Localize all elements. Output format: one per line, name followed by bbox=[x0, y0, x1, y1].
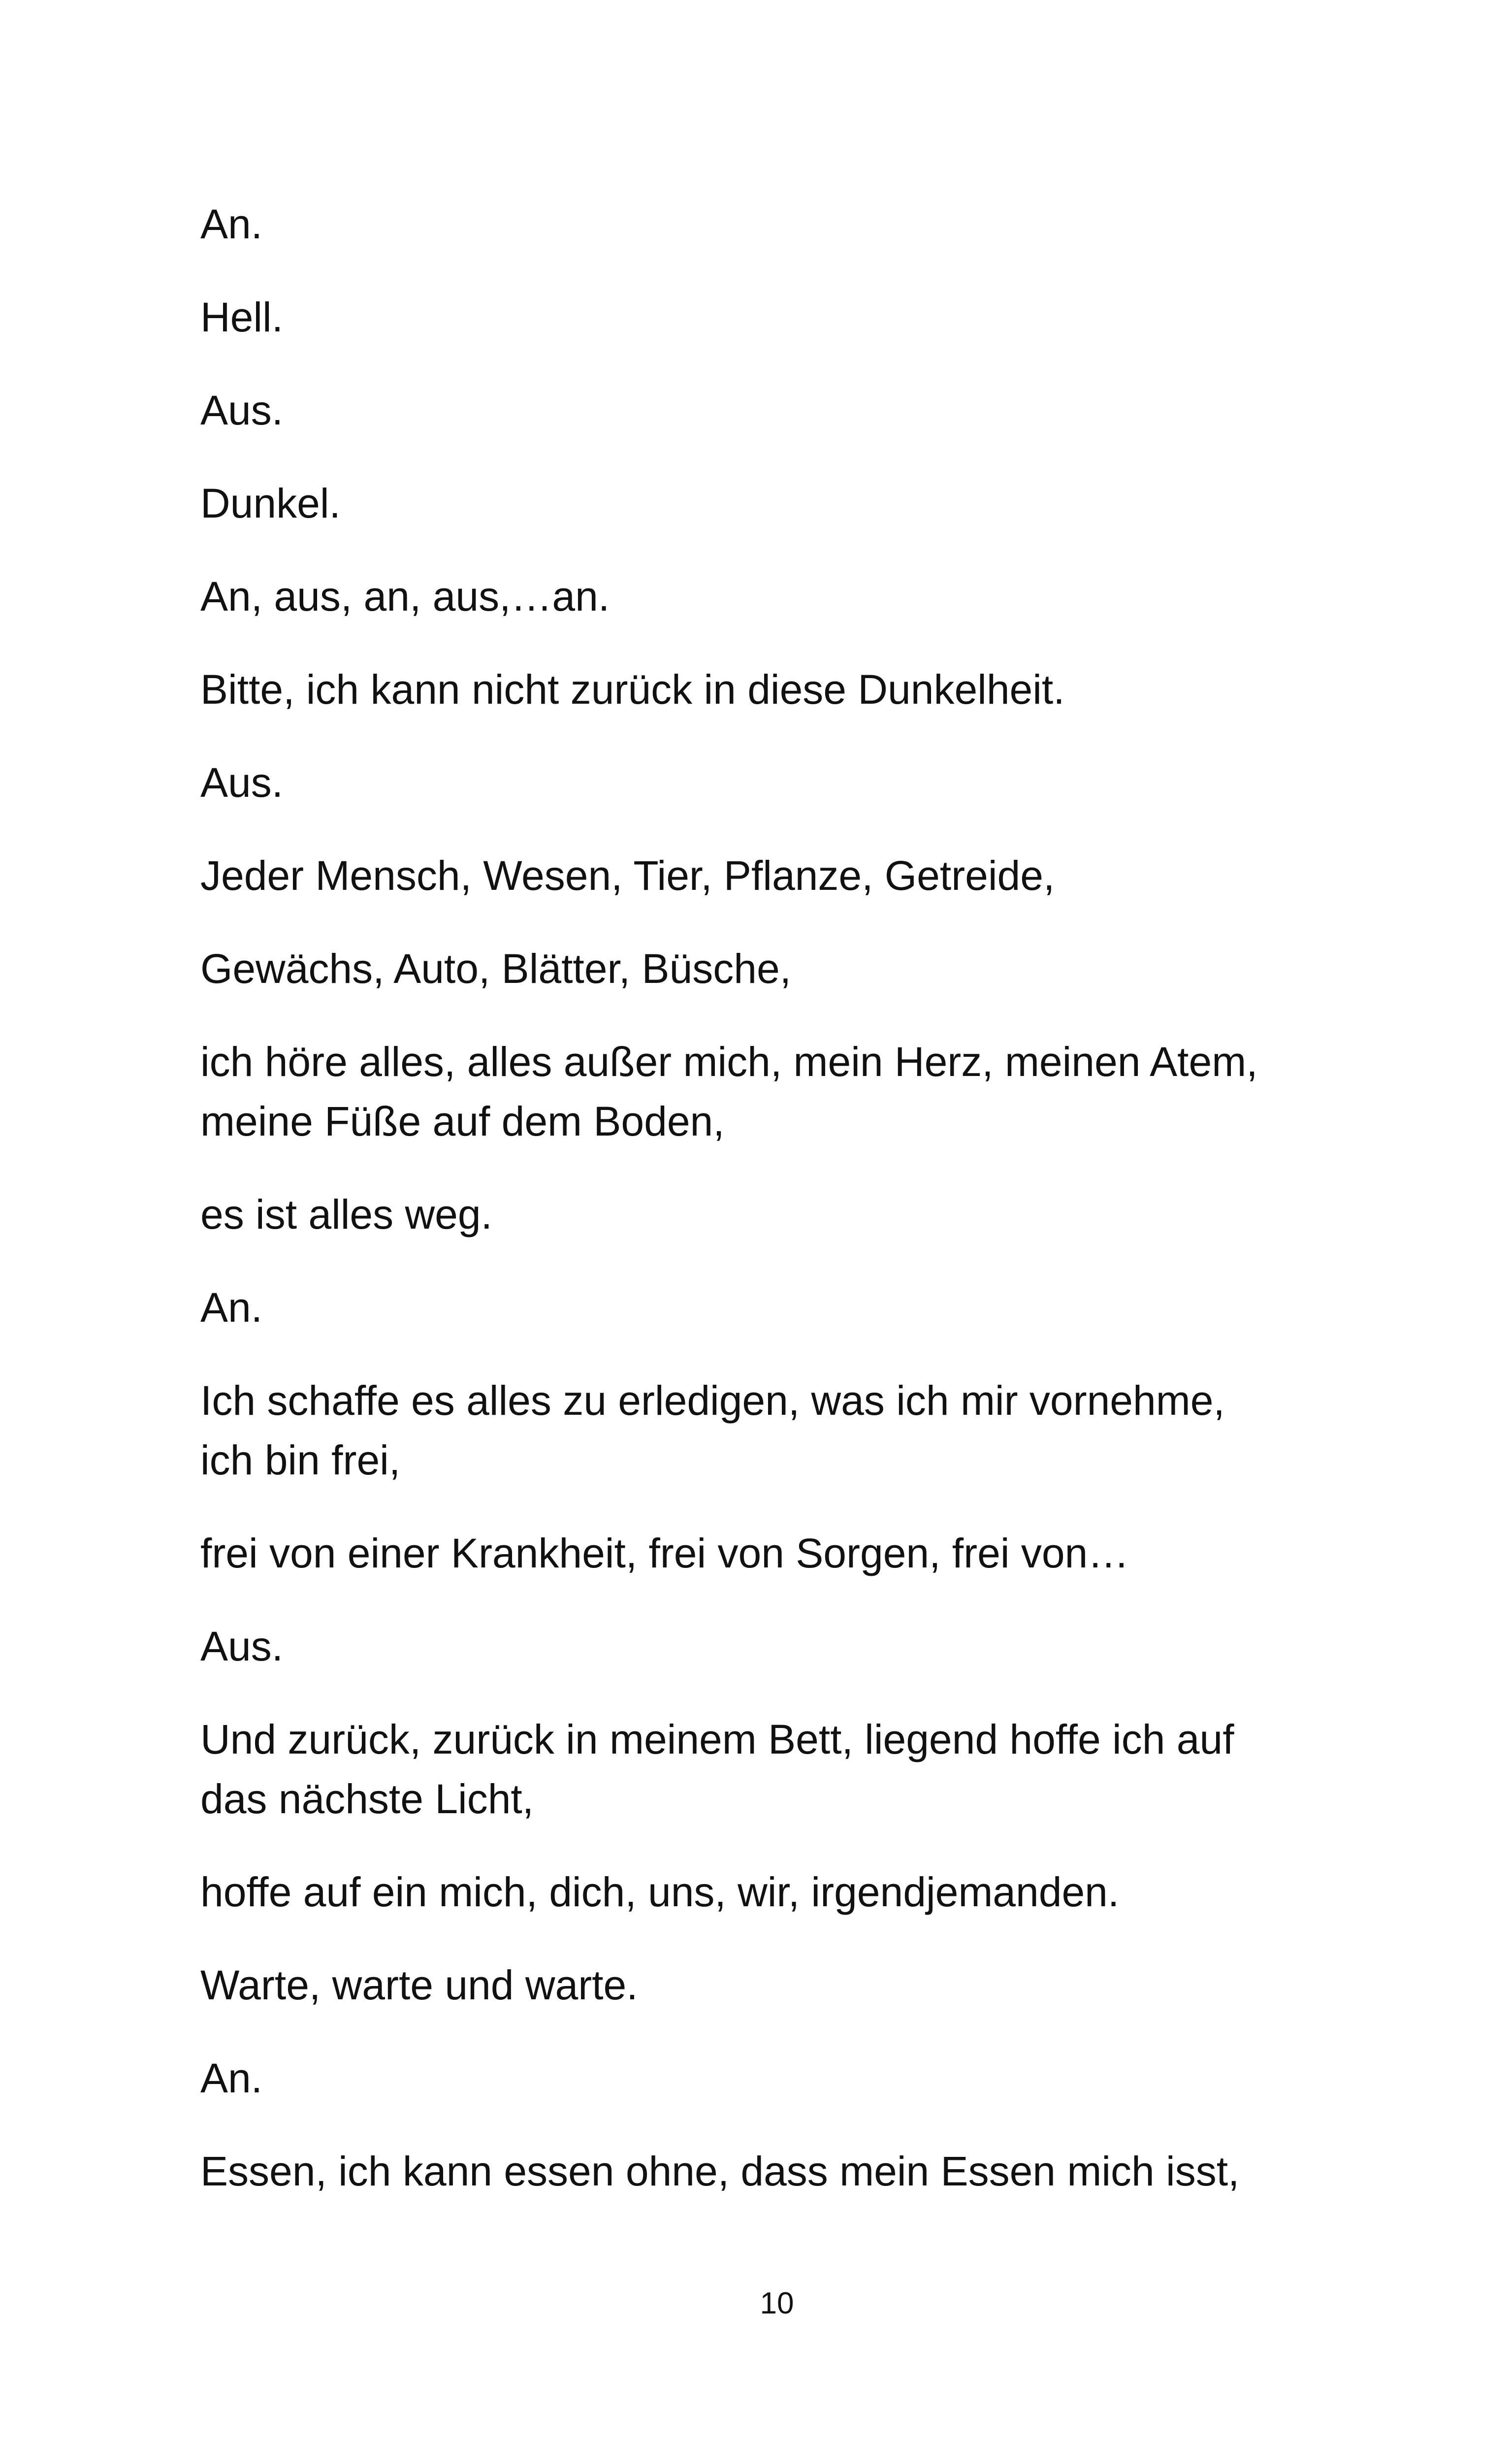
text-line: An. bbox=[200, 1284, 263, 1331]
text-line: Jeder Mensch, Wesen, Tier, Pflanze, Getreide, bbox=[200, 852, 1055, 899]
text-line: Aus. bbox=[200, 1623, 284, 1669]
text-line: ich bin frei, bbox=[200, 1437, 401, 1483]
paragraph bbox=[200, 381, 1343, 440]
text-line: An, aus, an, aus,…an. bbox=[200, 573, 610, 619]
text-line: Aus. bbox=[200, 759, 284, 806]
text-line: Bitte, ich kann nicht zurück in diese Dunkelheit. bbox=[200, 666, 1065, 713]
paragraph bbox=[200, 474, 1343, 533]
text-line: Und zurück, zurück in meinem Bett, liegend hoffe ich auf bbox=[200, 1716, 1234, 1762]
text-line: An. bbox=[200, 201, 263, 247]
paragraph bbox=[200, 2142, 1343, 2201]
paragraph bbox=[200, 1185, 1343, 1244]
paragraph bbox=[200, 1524, 1343, 1583]
text-line: Essen, ich kann essen ohne, dass mein Essen mich isst, bbox=[200, 2148, 1240, 2194]
paragraph bbox=[200, 1371, 1343, 1490]
text-line: frei von einer Krankheit, frei von Sorgen, frei von… bbox=[200, 1530, 1129, 1576]
text-line: Hell. bbox=[200, 294, 284, 340]
text-line: ich höre alles, alles außer mich, mein Herz, meinen Atem, bbox=[200, 1039, 1258, 1085]
text-line: Aus. bbox=[200, 387, 284, 433]
paragraph bbox=[200, 1278, 1343, 1337]
paragraph bbox=[200, 195, 1343, 254]
text-line: meine Füße auf dem Boden, bbox=[200, 1098, 725, 1144]
paragraph bbox=[200, 753, 1343, 813]
text-line: es ist alles weg. bbox=[200, 1191, 492, 1238]
paragraph bbox=[200, 939, 1343, 999]
paragraph bbox=[200, 2049, 1343, 2108]
paragraph bbox=[200, 567, 1343, 626]
text-line: Dunkel. bbox=[200, 480, 341, 526]
paragraph bbox=[200, 1617, 1343, 1676]
text-line: Warte, warte und warte. bbox=[200, 1962, 638, 2008]
paragraph bbox=[200, 1032, 1343, 1151]
body-text bbox=[200, 195, 1343, 2235]
text-line: Gewächs, Auto, Blätter, Büsche, bbox=[200, 945, 791, 992]
text-line: hoffe auf ein mich, dich, uns, wir, irgendjemanden. bbox=[200, 1869, 1120, 1915]
paragraph bbox=[200, 846, 1343, 906]
paragraph bbox=[200, 1710, 1343, 1829]
text-line: An. bbox=[200, 2055, 263, 2101]
paragraph bbox=[200, 1955, 1343, 2015]
page-number: 10 bbox=[760, 2286, 794, 2320]
paragraph bbox=[200, 660, 1343, 719]
paragraph bbox=[200, 1862, 1343, 1922]
text-line: das nächste Licht, bbox=[200, 1776, 534, 1822]
text-line: Ich schaffe es alles zu erledigen, was ich mir vornehme, bbox=[200, 1377, 1225, 1424]
paragraph bbox=[200, 288, 1343, 347]
